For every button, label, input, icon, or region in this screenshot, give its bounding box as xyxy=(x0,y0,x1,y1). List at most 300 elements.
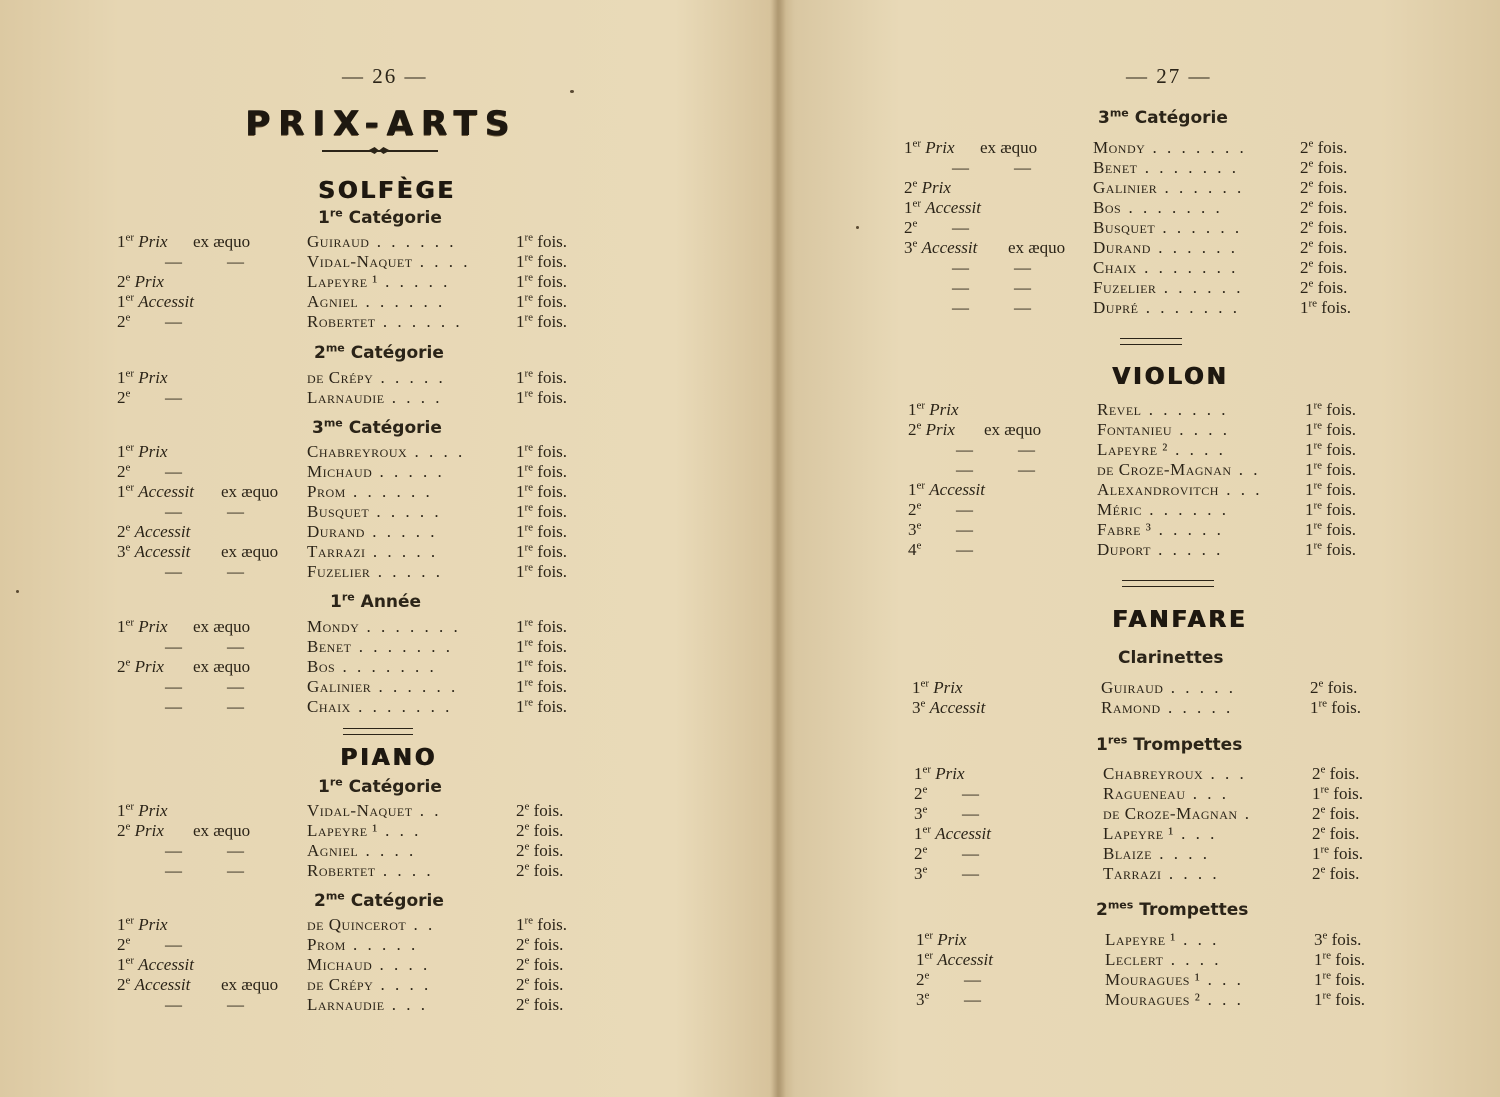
laureate-name-text: Tarrazi xyxy=(307,542,366,561)
ditto-mark: — xyxy=(165,312,182,331)
title-ornament xyxy=(322,150,438,152)
fois-label: fois. xyxy=(533,955,564,974)
rank-number: 1 xyxy=(904,198,913,217)
times-count xyxy=(1305,420,1356,440)
fois-label: fois. xyxy=(533,821,564,840)
times-count xyxy=(1300,298,1351,318)
times-count xyxy=(1312,844,1363,864)
rank-suffix: e xyxy=(125,934,131,947)
ditto-mark: — xyxy=(964,990,981,1009)
times-suffix: re xyxy=(524,636,534,649)
rank-suffix: er xyxy=(125,800,135,813)
laureate-name-text: Chabreyroux xyxy=(1103,764,1204,783)
fois-label: fois. xyxy=(1317,178,1348,197)
table-row xyxy=(117,801,586,821)
laureate-name xyxy=(307,482,433,502)
laureate-name xyxy=(307,232,456,252)
times-number: 2 xyxy=(516,995,525,1014)
times-count xyxy=(516,252,567,272)
award-rank xyxy=(117,292,194,312)
times-number: 2 xyxy=(1310,678,1319,697)
rank-suffix: e xyxy=(912,177,918,190)
times-number: 1 xyxy=(1305,460,1314,479)
laureate-name-text: Dupré xyxy=(1093,298,1139,317)
table-row xyxy=(908,420,1375,440)
times-number: 2 xyxy=(1312,764,1321,783)
table-row xyxy=(117,462,586,482)
fois-label: fois. xyxy=(1317,158,1348,177)
award-rank xyxy=(912,698,985,718)
paper-speck xyxy=(856,226,859,229)
ex-aequo-label: ex æquo xyxy=(1008,238,1066,257)
laureate-name xyxy=(307,677,458,697)
laureate-name-text: Fuzelier xyxy=(307,562,371,581)
times-number: 2 xyxy=(1312,804,1321,823)
award-rank xyxy=(916,930,967,950)
times-number: 1 xyxy=(516,522,525,541)
laureate-name-text: Blaize xyxy=(1103,844,1152,863)
rank-number: — xyxy=(165,562,182,581)
award-kind: Accessit xyxy=(134,542,191,561)
table-row xyxy=(912,678,1380,698)
ditto-mark: — xyxy=(1014,298,1031,317)
times-suffix: re xyxy=(524,914,534,927)
table-row xyxy=(117,502,586,522)
dot-leader: . . xyxy=(406,915,436,934)
fois-label: fois. xyxy=(1326,540,1357,559)
laureate-name xyxy=(307,915,435,935)
times-count xyxy=(516,617,567,637)
laureate-name xyxy=(307,637,453,657)
solfege-cat3-heading: $3^{me}$ Catégorie xyxy=(312,416,442,438)
times-number: 1 xyxy=(516,637,525,656)
rank-suffix: er xyxy=(125,291,135,304)
rank-suffix: er xyxy=(125,367,135,380)
award-rank xyxy=(916,970,929,990)
laureate-name xyxy=(1105,950,1222,970)
times-number: 1 xyxy=(1305,400,1314,419)
fois-label: fois. xyxy=(1326,420,1357,439)
table-row xyxy=(916,970,1384,990)
laureate-name xyxy=(1103,764,1247,784)
times-number: 3 xyxy=(1314,930,1323,949)
dot-leader: . . . . xyxy=(375,861,434,880)
laureate-name xyxy=(307,935,418,955)
times-number: 1 xyxy=(1300,298,1309,317)
laureate-name-text: Lapeyre ¹ xyxy=(1105,930,1176,949)
rank-suffix: er xyxy=(125,616,135,629)
fois-label: fois. xyxy=(1333,844,1364,863)
times-suffix: re xyxy=(1313,539,1323,552)
award-rank xyxy=(904,178,951,198)
award-kind: Prix xyxy=(138,442,168,461)
ditto-mark: — xyxy=(956,520,973,539)
times-count xyxy=(1300,178,1347,198)
times-count xyxy=(516,368,567,388)
rank-suffix: er xyxy=(125,441,135,454)
rank-suffix: er xyxy=(125,231,135,244)
times-suffix: e xyxy=(1308,237,1314,250)
fois-label: fois. xyxy=(1333,784,1364,803)
section-fanfare: FANFARE xyxy=(1112,607,1248,633)
rank-number: 2 xyxy=(117,272,126,291)
times-number: 1 xyxy=(1305,520,1314,539)
times-suffix: re xyxy=(524,461,534,474)
laureate-name-text: Prom xyxy=(307,935,346,954)
dot-leader: . . . xyxy=(1185,784,1229,803)
fois-label: fois. xyxy=(1329,764,1360,783)
award-rank xyxy=(117,462,130,482)
fois-label: fois. xyxy=(537,232,568,251)
table-row xyxy=(916,990,1384,1010)
times-suffix: re xyxy=(524,251,534,264)
times-number: 1 xyxy=(516,292,525,311)
rank-suffix: e xyxy=(922,843,928,856)
times-suffix: e xyxy=(1308,177,1314,190)
award-kind: Accessit xyxy=(134,522,191,541)
rank-number: 3 xyxy=(914,864,923,883)
times-count xyxy=(1314,990,1365,1010)
times-count xyxy=(516,801,563,821)
table-row xyxy=(904,258,1370,278)
dot-leader: . . . . . xyxy=(1150,540,1224,559)
dot-leader: . . . . . xyxy=(345,935,419,954)
laureate-name-text: Durand xyxy=(307,522,365,541)
laureate-name xyxy=(1105,990,1244,1010)
times-number: 1 xyxy=(516,657,525,676)
laureate-name-text: Lapeyre ¹ xyxy=(307,821,378,840)
award-rank xyxy=(117,801,168,821)
dot-leader: . . . . xyxy=(407,442,466,461)
award-rank xyxy=(117,915,168,935)
dot-leader: . . . . . . xyxy=(371,677,459,696)
laureate-name-text: Leclert xyxy=(1105,950,1164,969)
award-kind: Accessit xyxy=(138,482,194,501)
dot-leader: . . . . . . . xyxy=(1145,138,1247,157)
fois-label: fois. xyxy=(533,801,564,820)
laureate-name-text: Fontanieu xyxy=(1097,420,1172,439)
award-rank xyxy=(956,440,973,460)
times-suffix: re xyxy=(524,481,534,494)
rank-number: 2 xyxy=(904,218,913,237)
dot-leader: . . . . . xyxy=(1163,678,1236,697)
rank-suffix: e xyxy=(125,461,131,474)
times-number: 2 xyxy=(1300,198,1309,217)
times-suffix: re xyxy=(524,367,534,380)
fois-label: fois. xyxy=(1326,440,1357,459)
times-suffix: e xyxy=(524,860,530,873)
times-number: 1 xyxy=(516,915,525,934)
times-count xyxy=(1305,520,1356,540)
award-rank xyxy=(914,864,927,884)
laureate-name-text: Mondy xyxy=(1093,138,1146,157)
fois-label: fois. xyxy=(1329,824,1360,843)
dot-leader: . . . . . xyxy=(372,462,445,481)
dot-leader: . . . . . . xyxy=(1141,400,1229,419)
award-rank xyxy=(908,520,921,540)
laureate-name-text: Vidal-Naquet xyxy=(307,801,413,820)
table-row xyxy=(916,950,1384,970)
laureate-name-text: Galinier xyxy=(307,677,372,696)
laureate-name xyxy=(1097,500,1229,520)
fois-label: fois. xyxy=(537,657,568,676)
laureate-name-text: Benet xyxy=(307,637,352,656)
ditto-mark: — xyxy=(962,784,979,803)
fois-label: fois. xyxy=(1317,198,1348,217)
table-row xyxy=(914,824,1382,844)
times-suffix: re xyxy=(1313,439,1323,452)
table-row xyxy=(117,935,586,955)
award-rank xyxy=(117,312,130,332)
fois-label: fois. xyxy=(1329,864,1360,883)
laureate-name-text: Lapeyre ¹ xyxy=(1103,824,1174,843)
section-divider xyxy=(1120,338,1182,345)
rank-number: 3 xyxy=(904,238,913,257)
rank-suffix: er xyxy=(912,197,922,210)
times-number: 2 xyxy=(1312,824,1321,843)
piano-cat3-heading: $3^{me}$ Catégorie xyxy=(1098,106,1228,128)
award-kind: Prix xyxy=(933,678,963,697)
fois-label: fois. xyxy=(537,522,568,541)
award-rank xyxy=(165,562,182,582)
times-suffix: e xyxy=(1308,257,1314,270)
award-rank xyxy=(117,975,190,995)
laureate-name-text: de Croze-Magnan xyxy=(1103,804,1238,823)
rank-suffix: e xyxy=(920,697,926,710)
fois-label: fois. xyxy=(537,697,568,716)
times-count xyxy=(516,232,567,252)
award-rank xyxy=(908,540,921,560)
times-suffix: re xyxy=(524,271,534,284)
rank-suffix: e xyxy=(125,974,131,987)
times-number: 1 xyxy=(516,562,525,581)
times-count xyxy=(516,482,567,502)
times-suffix: re xyxy=(524,676,534,689)
dot-leader: . . xyxy=(412,801,442,820)
laureate-name xyxy=(307,841,416,861)
dot-leader: . . . . . . xyxy=(1156,278,1244,297)
dot-leader: . . . . . xyxy=(373,368,446,387)
laureate-name xyxy=(307,442,465,462)
laureate-name-text: Benet xyxy=(1093,158,1138,177)
page-number-right: — 27 — xyxy=(1126,64,1212,88)
award-kind: Prix xyxy=(134,272,164,291)
times-count xyxy=(516,915,567,935)
award-kind: Prix xyxy=(138,232,168,251)
laureate-name xyxy=(1103,844,1210,864)
laureate-name-text: Durand xyxy=(1093,238,1151,257)
times-count xyxy=(516,697,567,717)
ex-aequo-label: ex æquo xyxy=(980,138,1038,157)
section-violon: VIOLON xyxy=(1112,364,1229,390)
award-kind: Accessit xyxy=(929,698,986,717)
fois-label: fois. xyxy=(537,312,568,331)
rank-number: — xyxy=(952,298,969,317)
ex-aequo-label: ex æquo xyxy=(193,821,251,840)
ex-aequo-label: ex æquo xyxy=(221,975,279,994)
times-number: 1 xyxy=(516,442,525,461)
times-number: 1 xyxy=(516,312,525,331)
times-count xyxy=(1300,238,1347,258)
times-suffix: e xyxy=(524,954,530,967)
times-suffix: re xyxy=(1313,519,1323,532)
table-row xyxy=(908,460,1375,480)
dot-leader: . . . . . . . xyxy=(1137,158,1239,177)
laureate-name-text: Duport xyxy=(1097,540,1151,559)
times-number: 2 xyxy=(1300,218,1309,237)
page-title: PRIX-ARTS xyxy=(245,104,517,144)
times-count xyxy=(516,821,563,841)
table-row xyxy=(117,232,586,252)
times-suffix: e xyxy=(1308,277,1314,290)
solfege-cat2-heading: $2^{me}$ Catégorie xyxy=(314,341,444,363)
times-number: 1 xyxy=(516,482,525,501)
table-row xyxy=(908,540,1375,560)
ex-aequo-label: ex æquo xyxy=(221,482,279,501)
fois-label: fois. xyxy=(1335,990,1366,1009)
laureate-name-text: Busquet xyxy=(1093,218,1156,237)
laureate-name xyxy=(307,292,445,312)
dot-leader: . . . . . xyxy=(1151,520,1224,539)
times-count xyxy=(1300,158,1347,178)
times-number: 2 xyxy=(516,935,525,954)
rank-number: 2 xyxy=(914,844,923,863)
section-divider xyxy=(343,728,413,735)
ditto-mark: — xyxy=(962,864,979,883)
laureate-name-text: de Quincerot xyxy=(307,915,407,934)
rank-number: — xyxy=(165,502,182,521)
times-number: 2 xyxy=(1300,158,1309,177)
laureate-name-text: Ragueneau xyxy=(1103,784,1186,803)
times-suffix: re xyxy=(1313,479,1323,492)
rank-number: — xyxy=(952,258,969,277)
table-row xyxy=(914,844,1382,864)
times-number: 1 xyxy=(1314,970,1323,989)
rank-number: 2 xyxy=(117,657,126,676)
laureate-name-text: Robertet xyxy=(307,861,376,880)
dot-leader: . . . xyxy=(384,995,429,1014)
table-row xyxy=(117,915,586,935)
award-rank xyxy=(117,821,164,841)
award-rank xyxy=(914,804,927,824)
times-suffix: re xyxy=(524,441,534,454)
times-count xyxy=(516,995,563,1015)
times-suffix: re xyxy=(1322,989,1332,1002)
times-suffix: re xyxy=(524,521,534,534)
piano-cat1-heading: 1re Catégorie xyxy=(318,775,442,797)
rank-number: — xyxy=(165,995,182,1014)
award-rank xyxy=(117,482,194,502)
laureate-name-text: Mouragues ² xyxy=(1105,990,1201,1009)
dot-leader: . . . . xyxy=(372,955,431,974)
times-count xyxy=(1305,460,1356,480)
times-count xyxy=(516,637,567,657)
award-rank xyxy=(165,252,182,272)
ditto-mark: — xyxy=(227,637,244,656)
rank-number: 1 xyxy=(912,678,921,697)
rank-number: 2 xyxy=(914,784,923,803)
ditto-mark: — xyxy=(956,500,973,519)
ditto-mark: — xyxy=(227,562,244,581)
times-suffix: e xyxy=(1318,677,1324,690)
ex-aequo-label: ex æquo xyxy=(221,542,279,561)
award-kind: Prix xyxy=(935,764,965,783)
times-suffix: re xyxy=(1318,697,1328,710)
times-count xyxy=(1312,764,1359,784)
fois-label: fois. xyxy=(1335,970,1366,989)
times-suffix: re xyxy=(524,501,534,514)
laureate-name-text: Mouragues ¹ xyxy=(1105,970,1201,989)
rank-number: 3 xyxy=(117,542,126,561)
laureate-name xyxy=(307,502,442,522)
times-suffix: e xyxy=(1308,217,1314,230)
rank-number: 1 xyxy=(914,824,923,843)
laureate-name xyxy=(1097,520,1224,540)
table-row xyxy=(117,368,586,388)
rank-number: 1 xyxy=(117,955,126,974)
award-rank xyxy=(117,388,130,408)
fois-label: fois. xyxy=(1321,298,1352,317)
laureate-name xyxy=(1093,198,1223,218)
times-number: 1 xyxy=(1312,844,1321,863)
laureate-name xyxy=(1097,420,1230,440)
fois-label: fois. xyxy=(537,272,568,291)
ditto-mark: — xyxy=(1014,158,1031,177)
rank-number: 2 xyxy=(117,975,126,994)
rank-number: 1 xyxy=(914,764,923,783)
laureate-name xyxy=(307,861,434,881)
dot-leader: . . . . . . xyxy=(345,482,433,501)
table-row xyxy=(914,764,1382,784)
laureate-name xyxy=(1093,178,1244,198)
table-row xyxy=(904,218,1370,238)
table-row xyxy=(904,178,1370,198)
rank-number: — xyxy=(952,278,969,297)
times-count xyxy=(1310,678,1357,698)
times-number: 2 xyxy=(516,841,525,860)
dot-leader: . . . . . . xyxy=(1157,178,1245,197)
award-rank xyxy=(117,232,168,252)
rank-suffix: er xyxy=(922,823,932,836)
table-row xyxy=(904,198,1370,218)
laureate-name-text: de Crépy xyxy=(307,975,374,994)
award-kind: Prix xyxy=(138,617,168,636)
laureate-name-text: Bos xyxy=(307,657,336,676)
award-rank xyxy=(912,678,963,698)
award-kind: Prix xyxy=(134,821,164,840)
award-kind: Accessit xyxy=(138,292,194,311)
table-row xyxy=(117,841,586,861)
laureate-name-text: Fabre ³ xyxy=(1097,520,1152,539)
award-rank xyxy=(904,198,981,218)
dot-leader: . . . . . . xyxy=(1150,238,1238,257)
rank-suffix: er xyxy=(125,954,135,967)
times-count xyxy=(516,292,567,312)
laureate-name-text: Alexandrovitch xyxy=(1097,480,1219,499)
dot-leader: . . . . . xyxy=(370,562,443,581)
award-rank xyxy=(165,861,182,881)
times-suffix: re xyxy=(524,561,534,574)
ditto-mark: — xyxy=(227,502,244,521)
rank-suffix: er xyxy=(125,914,135,927)
table-row xyxy=(117,637,586,657)
ditto-mark: — xyxy=(227,861,244,880)
table-row xyxy=(117,542,586,562)
laureate-name-text: Guiraud xyxy=(1101,678,1164,697)
laureate-name xyxy=(1103,864,1220,884)
award-rank xyxy=(914,764,965,784)
laureate-name-text: Larnaudie xyxy=(307,995,385,1014)
